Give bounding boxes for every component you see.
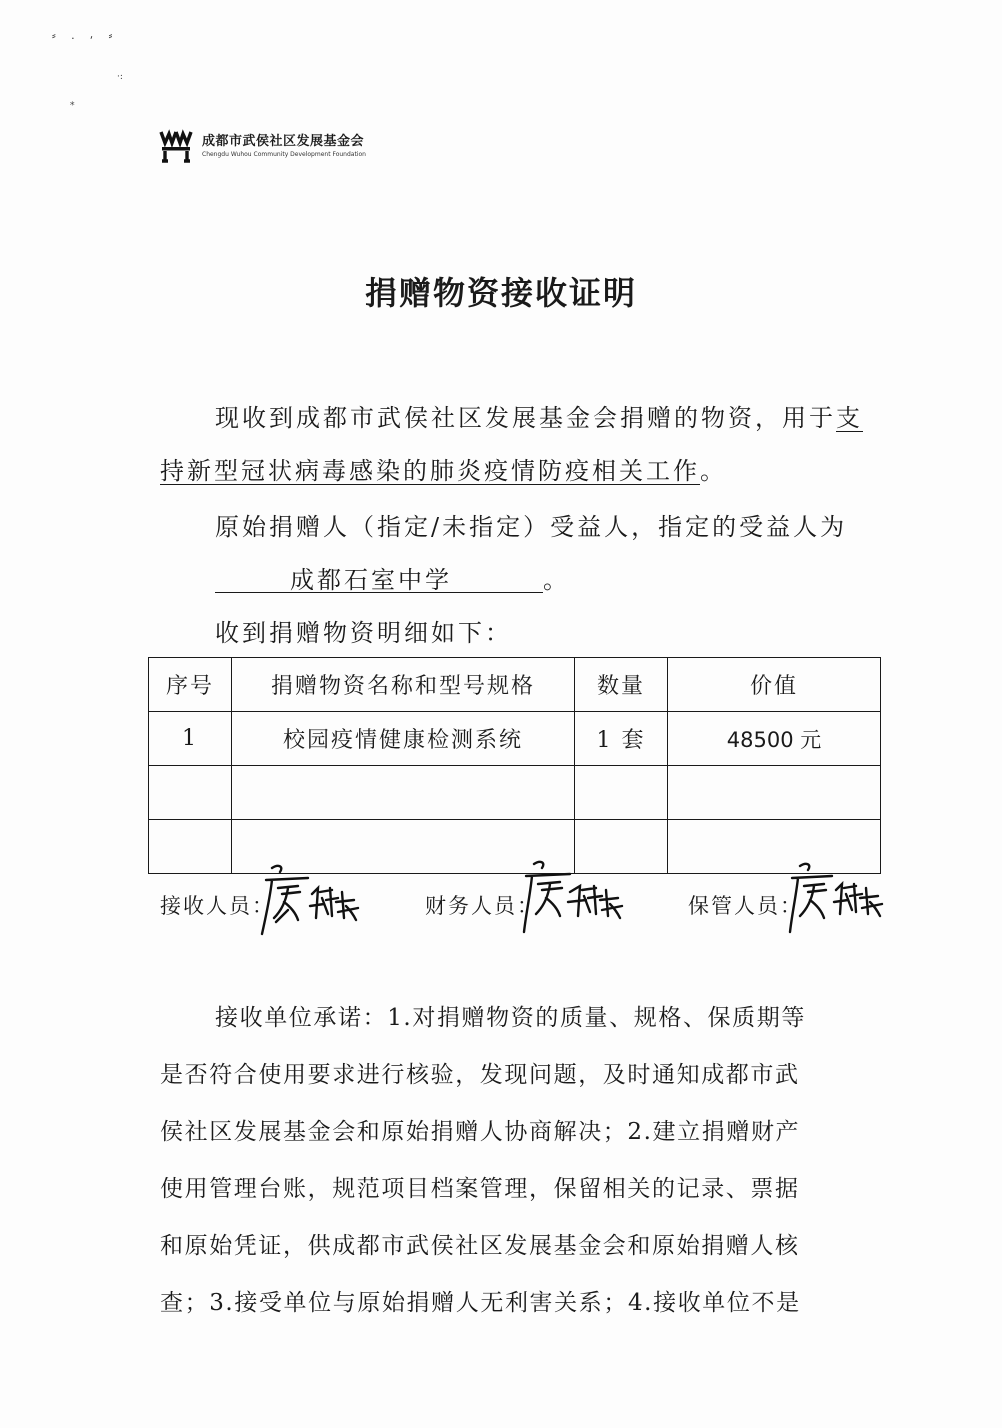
commitment-line: 侯社区发展基金会和原始捐赠人协商解决；2.建立捐赠财产 [160,1119,801,1145]
cell-serial [149,820,232,874]
foundation-logo [158,128,366,164]
table-row [149,712,881,766]
finance-signature [518,852,628,940]
acceptance-commitment [160,990,880,1332]
cell-serial [149,766,232,820]
commitment-line: 接收单位承诺：1.对捐赠物资的质量、规格、保质期等 [215,1005,806,1031]
cell-item-name [232,766,575,820]
paragraph-2-line-1: 原始捐赠人（指定/未指定）受益人，指定的受益人为 [215,513,848,541]
table-row [149,766,881,820]
receiver-signature [258,858,368,942]
donation-items-table [148,657,881,874]
custodian-label: 保管人员： [688,894,803,918]
cell-value: 48500 元 [668,712,881,766]
commitment-line: 使用管理台账，规范项目档案管理，保留相关的记录、票据 [160,1176,800,1202]
header-serial: 序号 [149,658,232,712]
cell-item-name: 校园疫情健康检测系统 [232,712,575,766]
table-header-row [149,658,881,712]
header-quantity: 数量 [575,658,668,712]
header-item-name: 捐赠物资名称和型号规格 [232,658,575,712]
logo-chinese-name: 成都市武侯社区发展基金会 [202,133,365,149]
finance-label: 财务人员： [425,894,540,918]
document-title: 捐赠物资接收证明 [364,274,637,312]
foundation-logo-icon [158,128,194,164]
logo-english-name: Chengdu Wuhou Community Development Foundation [202,150,366,158]
recipient-field [215,560,543,593]
cell-quantity [575,766,668,820]
custodian-signature [786,856,886,940]
scan-speck-mark: ·: [117,72,123,82]
commitment-line: 是否符合使用要求进行核验，发现问题，及时通知成都市武 [160,1062,800,1088]
paragraph-1-line-1 [215,398,863,433]
recipient-period: 。 [543,566,570,594]
commitment-line: 查；3.接受单位与原始捐赠人无利害关系；4.接收单位不是 [160,1290,801,1316]
purpose-underlined-text: 持新型冠状病毒感染的肺炎疫情防疫相关工作 [160,457,700,485]
recipient-name: 成都石室中学 [290,566,452,594]
cell-quantity: 1 套 [575,712,668,766]
receiver-label: 接收人员： [160,894,275,918]
paragraph-1-text: 现收到成都市武侯社区发展基金会捐赠的物资，用于 [215,404,836,432]
commitment-line: 和原始凭证，供成都市武侯社区发展基金会和原始捐赠人核 [160,1233,800,1259]
scan-speck-marks: ⸗ . ⸴ ⸗ [52,29,119,42]
cell-serial: 1 [149,712,232,766]
purpose-underlined-start: 支 [836,404,863,432]
paragraph-1-end: 。 [700,457,727,485]
paragraph-1-line-2 [160,451,727,486]
paragraph-3: 收到捐赠物资明细如下： [215,619,512,647]
header-value: 价值 [668,658,881,712]
cell-value [668,766,881,820]
scan-speck-mark: ⁎ [70,98,75,108]
